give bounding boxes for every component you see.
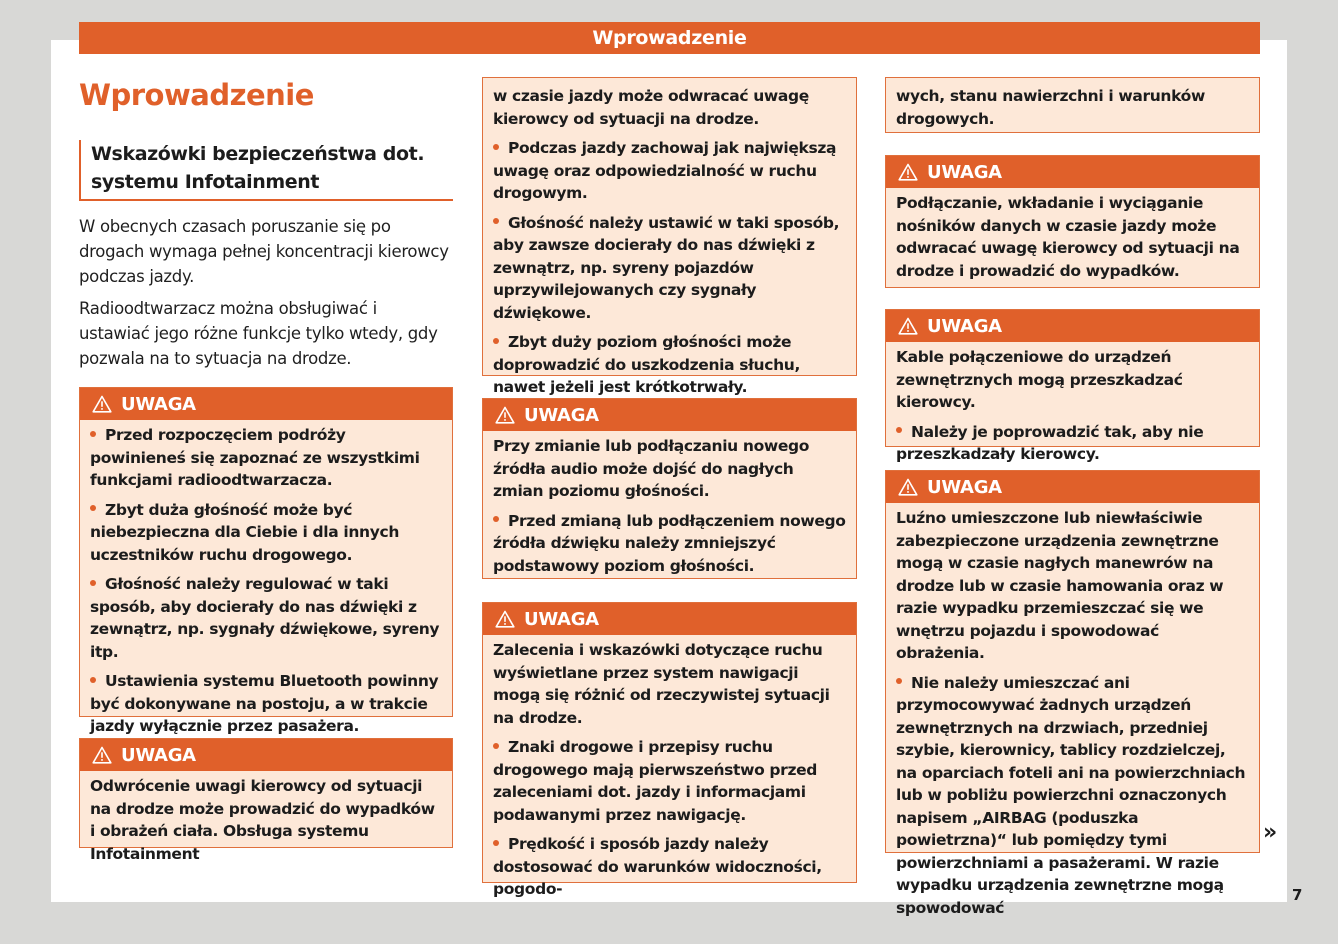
bullet-icon xyxy=(896,678,902,684)
bullet-icon xyxy=(90,505,96,511)
warning-body xyxy=(886,503,1259,925)
warning-header xyxy=(886,471,1259,503)
warning-triangle-icon xyxy=(495,406,515,424)
intro-paragraph-2: Radioodtwarzacz można obsługiwać i ustawiać jego różne funkcje tylko wtedy, gdy pozwala na to sytuacja na drodze. xyxy=(79,299,438,368)
warning-box-2-continued xyxy=(482,77,857,396)
warning-header xyxy=(886,310,1259,342)
warning-triangle-icon xyxy=(92,395,112,413)
warning-intro: Odwrócenie uwagi kierowcy od sytuacji na drodze może prowadzić do wypadków i obrażeń ciała. Obsługa systemu Infotainment xyxy=(90,777,435,863)
bullet-text: Ustawienia systemu Bluetooth powinny być dokonywane na postoju, a w trakcie jazdy wyłącznie przez pasażera. xyxy=(90,672,439,735)
bullet-text: Prędkość i sposób jazdy należy dostosować do warunków widoczności, pogodo- xyxy=(493,835,822,898)
warning-bullet xyxy=(493,510,846,578)
warning-continuation: w czasie jazdy może odwracać uwagę kierowcy od sytuacji na drodze. xyxy=(493,87,809,128)
warning-bullet xyxy=(493,736,846,826)
warning-box-1 xyxy=(79,387,453,735)
bullet-icon xyxy=(493,218,499,224)
warning-bullet xyxy=(493,833,846,901)
warning-title: UWAGA xyxy=(927,315,1002,337)
warning-triangle-icon xyxy=(898,163,918,181)
bullet-icon xyxy=(493,743,499,749)
section-heading: Wskazówki bezpieczeństwa dot. systemu Infotainment xyxy=(79,140,453,201)
warning-box-2 xyxy=(79,738,453,863)
warning-intro: Zalecenia i wskazówki dotyczące ruchu wyświetlane przez system nawigacji mogą się różnić od rzeczywistej sytuacji na drodze. xyxy=(493,641,830,727)
warning-header xyxy=(886,156,1259,188)
warning-body xyxy=(80,420,452,744)
bullet-text: Należy je poprowadzić tak, aby nie przeszkadzały kierowcy. xyxy=(896,422,1204,463)
bullet-icon xyxy=(493,840,499,846)
warning-bullet xyxy=(90,670,442,738)
bullet-icon xyxy=(90,431,96,437)
warning-title: UWAGA xyxy=(121,744,196,766)
warning-intro: Podłączanie, wkładanie i wyciąganie nośników danych w czasie jazdy może odwracać uwagę kierowcy od sytuacji na drodze i prowadzić do wypadków. xyxy=(896,194,1240,280)
bullet-text: Znaki drogowe i przepisy ruchu drogowego mają pierwszeństwo przed zaleceniami dot. jazdy i informacjami podawanymi przez nawigację. xyxy=(493,738,818,824)
warning-title: UWAGA xyxy=(524,608,599,630)
bullet-icon xyxy=(493,338,499,344)
warning-bullet xyxy=(493,212,846,325)
warning-header xyxy=(80,388,452,420)
warning-box-5 xyxy=(885,155,1260,288)
bullet-text: Zbyt duża głośność może być niebezpieczna dla Ciebie i dla innych uczestników ruchu drogowego. xyxy=(90,500,400,564)
bullet-text: Głośność należy ustawić w taki sposób, aby zawsze docierały do nas dźwięki z zewnątrz, np. syreny pojazdów uprzywilejowanych czy sygnały dźwiękowe. xyxy=(493,213,840,322)
double-chevron-right-icon: » xyxy=(1263,820,1278,845)
warning-box-4-continued xyxy=(885,77,1260,133)
warning-body xyxy=(483,635,856,907)
warning-bullet xyxy=(493,331,846,399)
warning-bullet xyxy=(90,424,442,492)
warning-continuation: wych, stanu nawierzchni i warunków drogowych. xyxy=(896,87,1205,128)
warning-bullet xyxy=(90,573,442,663)
warning-intro: Luźno umieszczone lub niewłaściwie zabezpieczone urządzenia zewnętrzne mogą w czasie nagłych manewrów na drodze lub w czasie hamowania oraz w razie wypadku przemieszczać się we wnętrzu pojazdu i spowodować obrażenia. xyxy=(896,509,1224,662)
warning-triangle-icon xyxy=(898,478,918,496)
warning-header xyxy=(80,739,452,771)
bullet-text: Nie należy umieszczać ani przymocowywać żadnych urządzeń zewnętrznych na drzwiach, przedniej szybie, kierownicy, tablicy rozdzielczej, na oparciach foteli ani na powierzchniach lub w pobliżu powierzchni oznaczonych napisem „AIRBAG (poduszka powietrzna)“ lub pomiędzy tymi powierzchniami a pasażerami. W razie wypadku urządzenia zewnętrzne mogą spowodować xyxy=(896,673,1246,917)
bullet-icon xyxy=(90,580,96,586)
bullet-text: Przed rozpoczęciem podróży powinieneś się zapoznać ze wszystkimi funkcjami radioodtwarzacza. xyxy=(90,426,420,489)
warning-title: UWAGA xyxy=(927,161,1002,183)
warning-body xyxy=(886,78,1259,136)
warning-intro: Przy zmianie lub podłączaniu nowego źródła audio może dojść do nagłych zmian poziomu głośności. xyxy=(493,437,810,500)
warning-bullet xyxy=(896,421,1249,466)
warning-box-7 xyxy=(885,470,1260,917)
page-title: Wprowadzenie xyxy=(79,78,314,112)
warning-box-6 xyxy=(885,309,1260,463)
warning-header xyxy=(483,399,856,431)
warning-intro: Kable połączeniowe do urządzeń zewnętrznych mogą przeszkadzać kierowcy. xyxy=(896,348,1183,411)
warning-box-3 xyxy=(482,398,857,579)
chapter-header-bar: Wprowadzenie xyxy=(79,22,1260,54)
warning-triangle-icon xyxy=(92,746,112,764)
page-number: 7 xyxy=(1292,886,1303,904)
warning-title: UWAGA xyxy=(524,404,599,426)
warning-body xyxy=(483,78,856,405)
bullet-text: Przed zmianą lub podłączeniem nowego źródła dźwięku należy zmniejszyć podstawowy poziom głośności. xyxy=(493,511,846,575)
warning-title: UWAGA xyxy=(927,476,1002,498)
warning-body xyxy=(886,342,1259,472)
warning-box-4 xyxy=(482,602,857,898)
warning-title: UWAGA xyxy=(121,393,196,415)
warning-triangle-icon xyxy=(495,610,515,628)
bullet-icon xyxy=(896,427,902,433)
warning-bullet xyxy=(90,499,442,567)
warning-bullet xyxy=(896,672,1249,920)
bullet-icon xyxy=(493,516,499,522)
warning-body xyxy=(80,771,452,871)
warning-bullet xyxy=(493,137,846,205)
bullet-icon xyxy=(90,677,96,683)
bullet-text: Zbyt duży poziom głośności może doprowadzić do uszkodzenia słuchu, nawet jeżeli jest krótkotrwały. xyxy=(493,333,800,396)
warning-body xyxy=(886,188,1259,288)
warning-body xyxy=(483,431,856,583)
bullet-icon xyxy=(493,144,499,150)
bullet-text: Podczas jazdy zachowaj jak największą uwagę oraz odpowiedzialność w ruchu drogowym. xyxy=(493,139,837,202)
bullet-text: Głośność należy regulować w taki sposób, aby docierały do nas dźwięki z zewnątrz, np. sygnały dźwiękowe, syreny itp. xyxy=(90,575,440,661)
warning-header xyxy=(483,603,856,635)
warning-triangle-icon xyxy=(898,317,918,335)
intro-paragraph-1: W obecnych czasach poruszanie się po drogach wymaga pełnej koncentracji kierowcy podczas jazdy. xyxy=(79,217,449,286)
